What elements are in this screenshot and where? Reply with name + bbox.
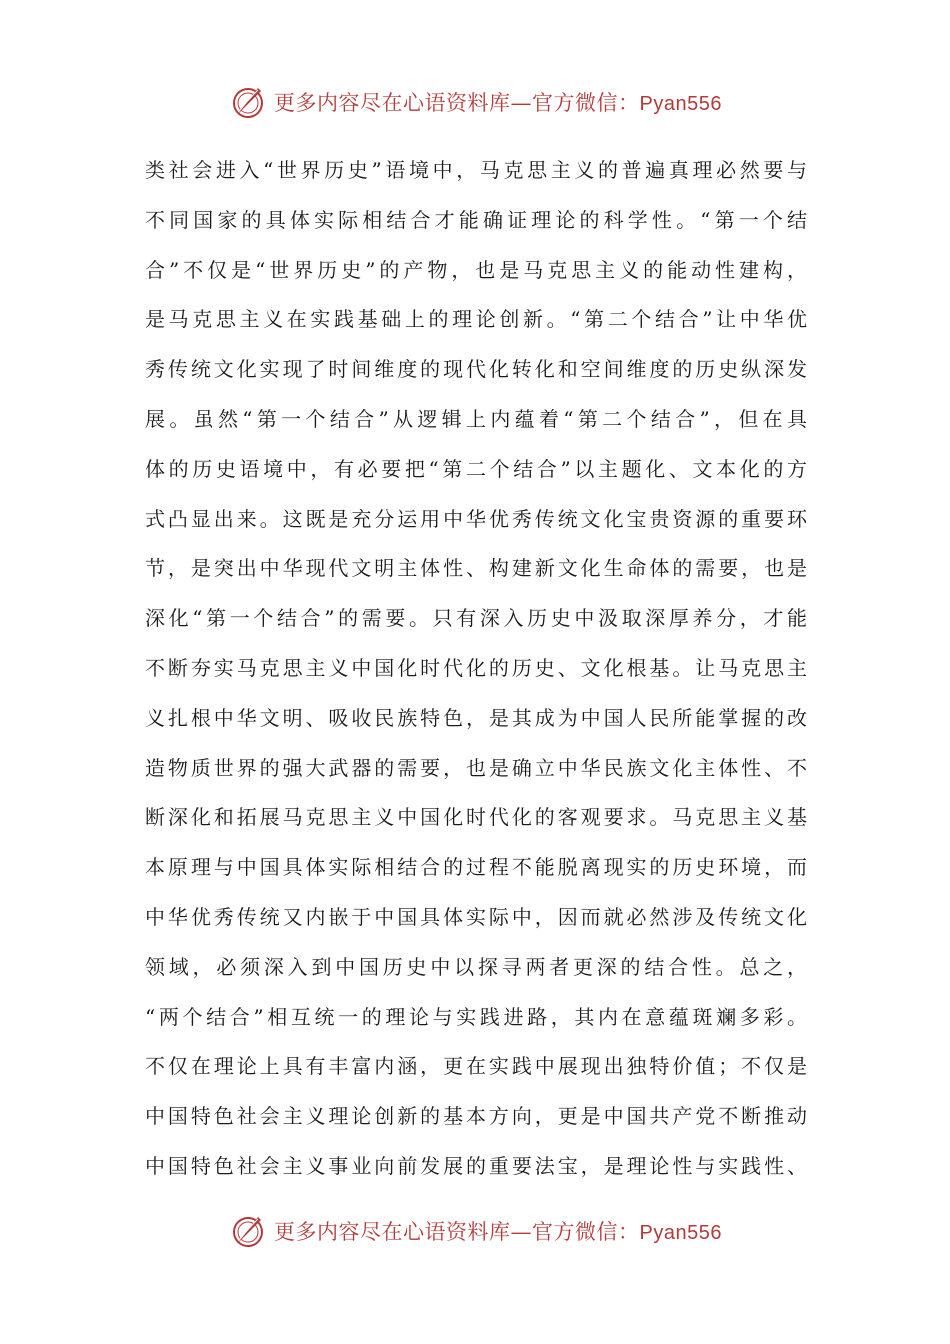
body-line: 中国特色社会主义事业向前发展的重要法宝，是理论性与实践性、	[145, 1153, 807, 1178]
header-banner-label: 更多内容尽在心语资料库—官方微信：	[274, 91, 640, 115]
body-line: 断深化和拓展马克思主义中国化时代化的客观要求。马克思主义基	[145, 805, 807, 830]
quill-logo-icon	[228, 1211, 268, 1251]
body-line: “两个结合”相互统一的理论与实践进路，其内在意蕴斑斓多彩。	[145, 1004, 807, 1029]
body-line: 领域，必须深入到中国历史中以探寻两者更深的结合性。总之，	[145, 954, 807, 979]
body-line: 本原理与中国具体实际相结合的过程不能脱离现实的历史环境，而	[145, 855, 807, 880]
footer-banner-text	[274, 1216, 722, 1246]
body-line: 不断夯实马克思主义中国化时代化的历史、文化根基。让马克思主	[145, 655, 807, 680]
body-line: 中华优秀传统又内嵌于中国具体实际中，因而就必然涉及传统文化	[145, 904, 807, 929]
footer-banner-label: 更多内容尽在心语资料库—官方微信：	[274, 1220, 640, 1244]
footer-wechat-id: Pyan556	[639, 1222, 722, 1244]
body-line: 类社会进入“世界历史”语境中，马克思主义的普遍真理必然要与	[145, 158, 807, 182]
body-line: 体的历史语境中，有必要把“第二个结合”以主题化、文本化的方	[145, 456, 807, 481]
body-line: 展。虽然“第一个结合”从逻辑上内蕴着“第二个结合”，但在具	[145, 406, 807, 431]
footer-banner	[0, 1209, 950, 1253]
body-line: 合”不仅是“世界历史”的产物，也是马克思主义的能动性建构，	[145, 257, 807, 282]
quill-logo-icon	[228, 82, 268, 122]
body-line: 深化“第一个结合”的需要。只有深入历史中汲取深厚养分，才能	[145, 606, 807, 631]
document-body	[145, 146, 807, 1192]
body-line: 秀传统文化实现了时间维度的现代化转化和空间维度的历史纵深发	[145, 357, 807, 382]
body-line: 义扎根中华文明、吸收民族特色，是其成为中国人民所能掌握的改	[145, 705, 807, 730]
body-line: 不仅在理论上具有丰富内涵，更在实践中展现出独特价值；不仅是	[145, 1054, 807, 1079]
header-banner	[0, 80, 950, 124]
header-wechat-id: Pyan556	[639, 93, 722, 115]
body-line: 节，是突出中华现代文明主体性、构建新文化生命体的需要，也是	[145, 556, 807, 581]
body-line: 不同国家的具体实际相结合才能确证理论的科学性。“第一个结	[145, 207, 807, 232]
body-line: 中国特色社会主义理论创新的基本方向，更是中国共产党不断推动	[145, 1104, 807, 1129]
body-line: 是马克思主义在实践基础上的理论创新。“第二个结合”让中华优	[145, 307, 807, 332]
body-line: 造物质世界的强大武器的需要，也是确立中华民族文化主体性、不	[145, 755, 807, 780]
body-line: 式凸显出来。这既是充分运用中华优秀传统文化宝贵资源的重要环	[145, 506, 807, 531]
header-banner-text	[274, 87, 722, 117]
